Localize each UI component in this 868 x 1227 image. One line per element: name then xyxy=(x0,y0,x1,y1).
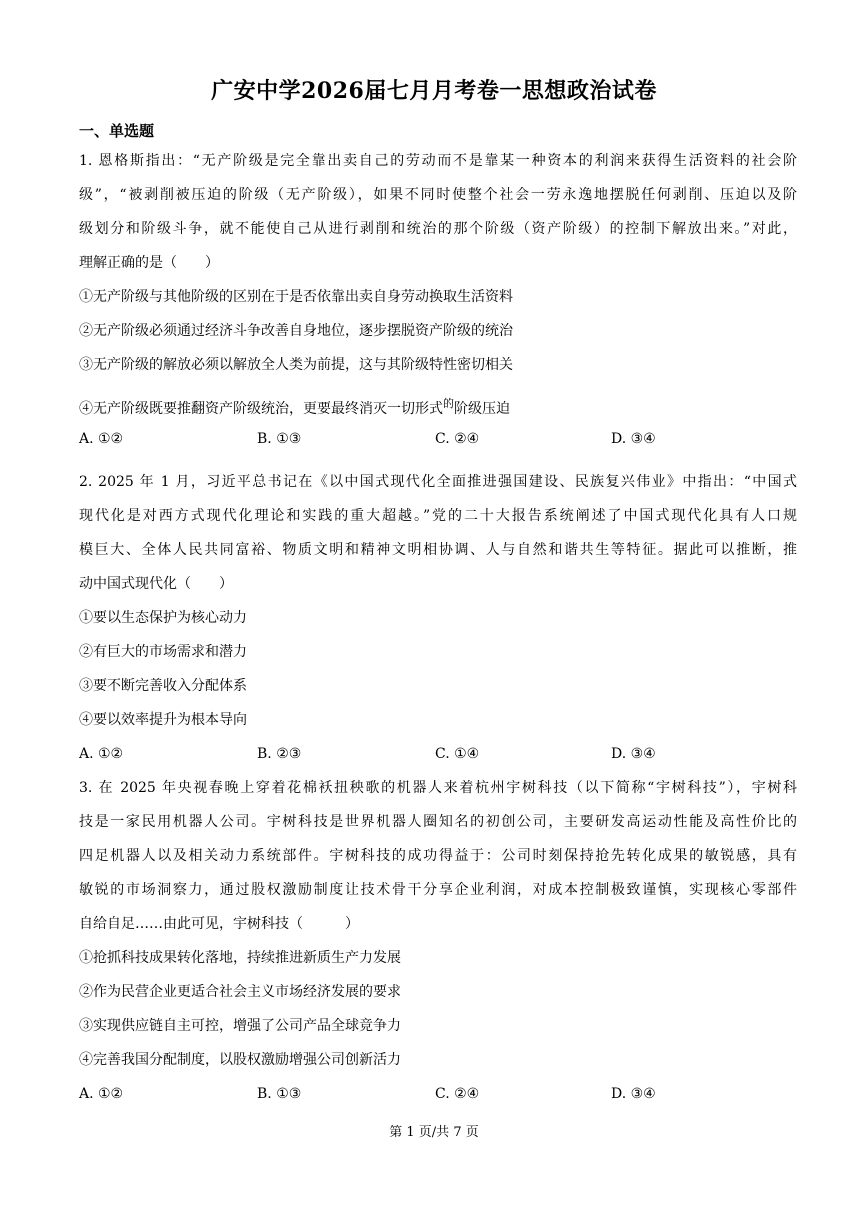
statement-option: ②有巨大的市场需求和潜力 xyxy=(79,644,247,660)
question-stem-line: 现代化是对西方式现代化理论和实践的重大超越。”党的二十大报告系统阐述了中国式现代化具有人口规 xyxy=(79,508,797,524)
statement-option: ②无产阶级必须通过经济斗争改善自身地位，逐步摆脱资产阶级的统治 xyxy=(79,323,513,339)
answer-choices xyxy=(79,1077,797,1111)
question-1 xyxy=(79,144,797,456)
question-stem-line: 级划分和阶级斗争，就不能使自己从进行剥削和统治的那个阶级（资产阶级）的控制下解放出来。”对此， xyxy=(79,221,797,237)
statement-option: ①抢抓科技成果转化落地，持续推进新质生产力发展 xyxy=(79,950,401,966)
choice-d[interactable]: D. ③④ xyxy=(611,746,656,762)
question-3 xyxy=(79,771,797,1111)
statement-option: ③无产阶级的解放必须以解放全人类为前提，这与其阶级特性密切相关 xyxy=(79,357,513,373)
choice-c[interactable]: C. ②④ xyxy=(435,431,480,447)
page-title: 广安中学2026届七月月考卷一思想政治试卷 xyxy=(211,78,657,104)
statement-option: ④完善我国分配制度，以股权激励增强公司创新活力 xyxy=(79,1052,401,1068)
section-heading: 一、单选题 xyxy=(79,122,155,140)
answer-choices xyxy=(79,422,797,456)
question-stem-line: 技是一家民用机器人公司。宇树科技是世界机器人圈知名的初创公司，主要研发高运动性能及高性价比的 xyxy=(79,814,797,830)
question-stem-line: 1. 恩格斯指出：“无产阶级是完全靠出卖自己的劳动而不是靠某一种资本的利润来获得生活资料的社会阶 xyxy=(79,153,797,169)
statement-option: ①无产阶级与其他阶级的区别在于是否依靠出卖自身劳动换取生活资料 xyxy=(79,289,513,305)
statement-option xyxy=(79,382,797,422)
question-stem-line: 2. 2025 年 1 月，习近平总书记在《以中国式现代化全面推进强国建设、民族复兴伟业》中指出：“中国式 xyxy=(79,474,797,490)
choice-c[interactable]: C. ②④ xyxy=(435,1086,480,1102)
question-2 xyxy=(79,465,797,771)
choice-a[interactable]: A. ①② xyxy=(79,1086,124,1102)
choice-d[interactable]: D. ③④ xyxy=(611,431,656,447)
question-stem-line: 四足机器人以及相关动力系统部件。宇树科技的成功得益于：公司时刻保持抢先转化成果的敏锐感，具有 xyxy=(79,848,797,864)
choice-b[interactable]: B. ①③ xyxy=(257,431,302,447)
statement-option: ③实现供应链自主可控，增强了公司产品全球竞争力 xyxy=(79,1018,401,1034)
statement-option: ②作为民营企业更适合社会主义市场经济发展的要求 xyxy=(79,984,401,1000)
statement-option: ④要以效率提升为根本导向 xyxy=(79,712,247,728)
question-stem-line: 理解正确的是（ ） xyxy=(79,255,219,271)
question-stem-line: 动中国式现代化（ ） xyxy=(79,576,233,592)
question-stem-line: 模巨大、全体人民共同富裕、物质文明和精神文明相协调、人与自然和谐共生等特征。据此可以推断，推 xyxy=(79,542,797,558)
question-stem-line: 敏锐的市场洞察力，通过股权激励制度让技术骨干分享企业利润，对成本控制极致谨慎，实现核心零部件 xyxy=(79,882,797,898)
question-stem-line: 3. 在 2025 年央视春晚上穿着花棉袄扭秧歌的机器人来着杭州宇树科技（以下简称“宇树科技”），宇树科 xyxy=(79,780,797,796)
choice-a[interactable]: A. ①② xyxy=(79,746,124,762)
choice-b[interactable]: B. ②③ xyxy=(257,746,302,762)
question-stem-line: 自给自足……由此可见，宇树科技（ ） xyxy=(79,916,359,932)
question-stem-line: 级”，“被剥削被压迫的阶级（无产阶级），如果不同时使整个社会一劳永逸地摆脱任何剥削、压迫以及阶 xyxy=(79,187,797,203)
statement-option-text: ④无产阶级既要推翻资产阶级统治，更要最终消灭一切形式 xyxy=(79,401,443,417)
statement-option: ①要以生态保护为核心动力 xyxy=(79,610,247,626)
choice-c[interactable]: C. ①④ xyxy=(435,746,480,762)
page-footer: 第 1 页/共 7 页 xyxy=(389,1125,479,1140)
superscript-char: 的 xyxy=(443,397,454,410)
choice-a[interactable]: A. ①② xyxy=(79,431,124,447)
choice-d[interactable]: D. ③④ xyxy=(611,1086,656,1102)
statement-option: ③要不断完善收入分配体系 xyxy=(79,678,247,694)
choice-b[interactable]: B. ①③ xyxy=(257,1086,302,1102)
answer-choices xyxy=(79,737,797,771)
statement-option-text: 阶级压迫 xyxy=(454,401,510,417)
